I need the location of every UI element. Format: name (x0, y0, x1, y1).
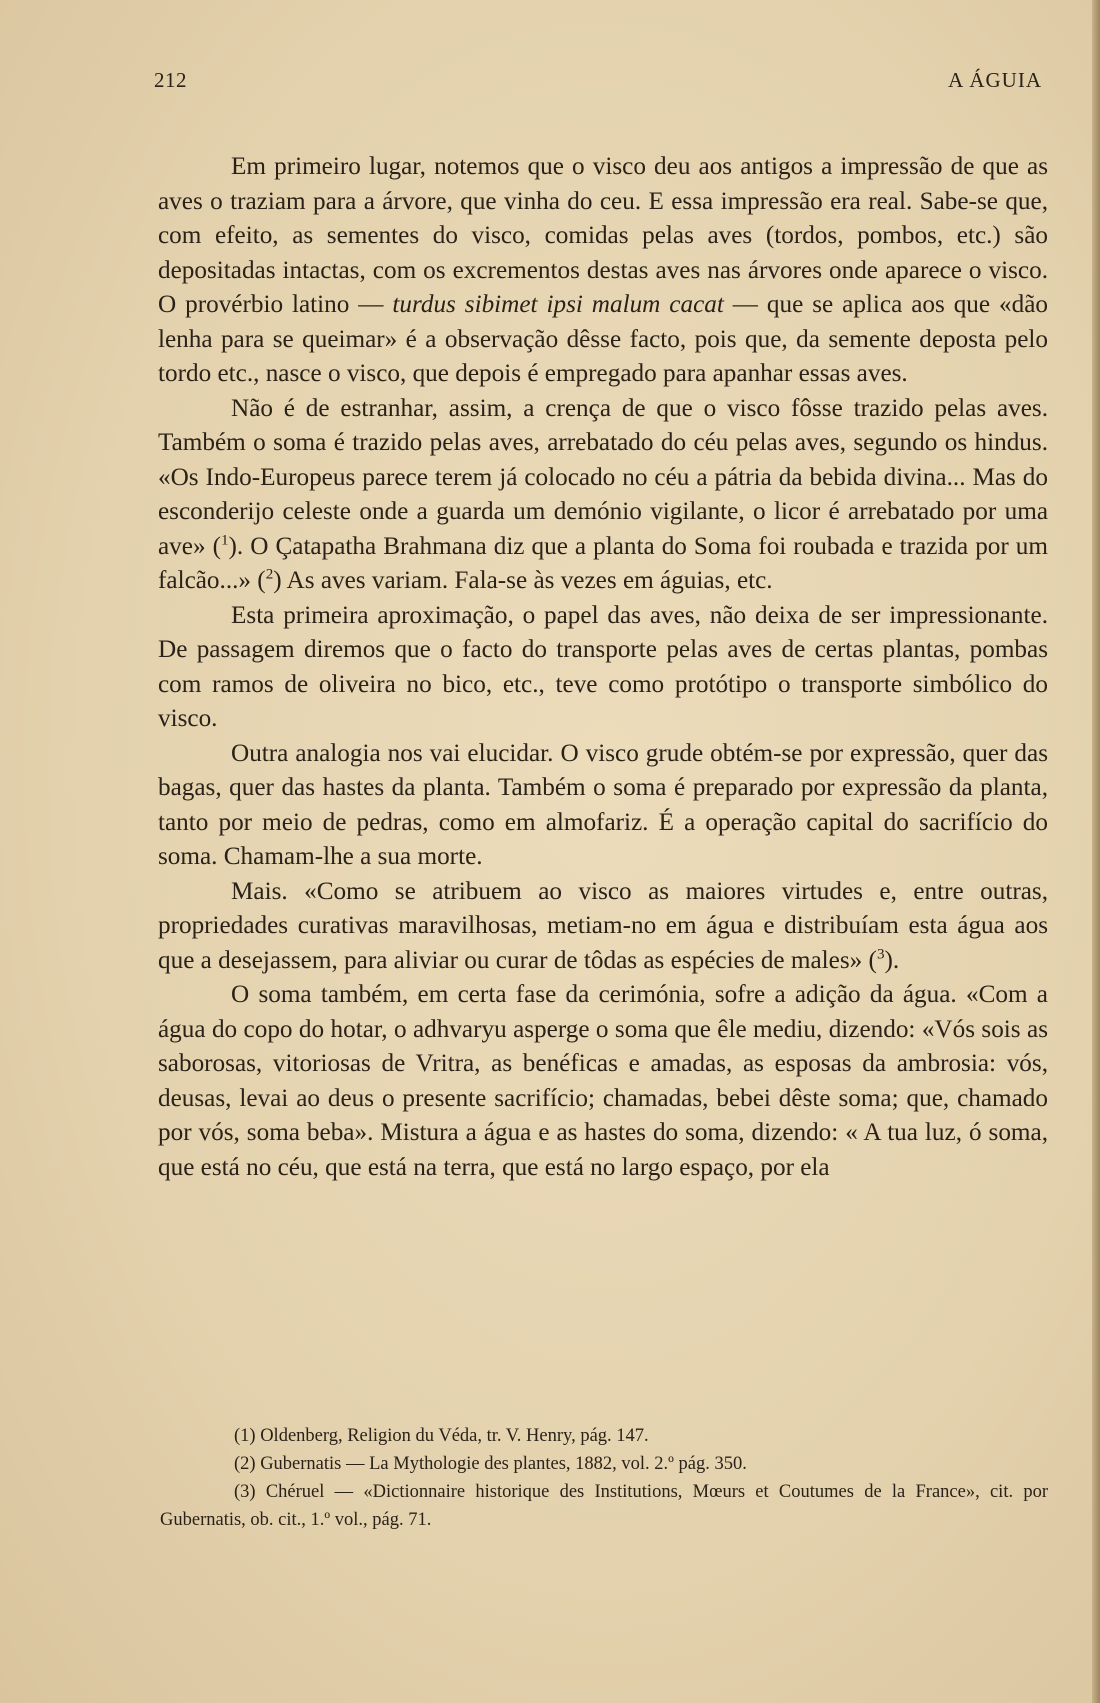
footnote: (3) Chéruel — «Dictionnaire historique des Institutions, Mœurs et Coutumes de la France», cit. por Gubernatis, ob. cit., 1.º vol., pág. 71. (160, 1482, 1048, 1530)
paragraph (158, 150, 1048, 392)
running-title: A ÁGUIA (948, 68, 1042, 92)
paragraph-text: Mais. «Como se atribuem ao visco as maiores virtudes e, entre outras, propriedades curativas maravilhosas, metiam-no em água e distribuíam esta água aos que a desejassem, para aliviar ou curar de tôdas as espécies de males» ( (158, 877, 1048, 974)
body-text (158, 150, 1048, 1185)
paragraph-text: Não é de estranhar, assim, a crença de que o visco fôsse trazido pelas aves. Também o soma é trazido pelas aves, arrebatado do céu pelas aves, segundo os hindus. «Os Indo-Europeus parece terem já colocado no céu a pátria da bebida divina... Mas do esconderijo celeste onde a guarda um demónio vigilante, o licor é arrebatado por uma ave» ( (158, 394, 1048, 560)
page-edge (1092, 0, 1100, 1703)
latin-proverb: turdus sibimet ipsi malum cacat (392, 291, 724, 318)
footnotes (160, 1422, 1048, 1534)
paragraph (158, 392, 1048, 599)
footnote-ref: 3 (876, 946, 885, 963)
paragraph-text: ). O Çatapatha Brahmana diz que a planta do Soma foi roubada e trazida por um falcão...» ( (158, 532, 1048, 594)
paragraph: Outra analogia nos vai elucidar. O visco grude obtém-se por expressão, quer das bagas, quer das hastes da planta. Também o soma é preparado por expressão da planta, tanto por meio de pedras, como em almofariz. É a operação capital do sacrifício do soma. Chamam-lhe a sua morte. (158, 739, 1048, 870)
footnote-ref: 2 (265, 566, 274, 583)
paragraph-text: ) As aves variam. Fala-se às vezes em águias, etc. (273, 567, 773, 594)
footnote: (1) Oldenberg, Religion du Véda, tr. V. Henry, pág. 147. (234, 1426, 649, 1446)
paragraph (158, 875, 1048, 979)
paragraph-text: Em primeiro lugar, notemos que o visco deu aos antigos a impressão de que as aves o traziam para a árvore, que vinha do ceu. E essa impressão era real. Sabe-se que, com efeito, as sementes do visco, comidas pelas aves (tordos, pombos, etc.) são depositadas intactas, com os excrementos destas aves nas árvores onde aparece o visco. O provérbio latino — (158, 153, 1048, 318)
page-number: 212 (154, 68, 187, 92)
paragraph-text: — que se aplica aos que «dão lenha para se queimar» é a observação dêsse facto, pois que, da semente deposta pelo tordo etc., nasce o visco, que depois é empregado para apanhar essas aves. (158, 291, 1048, 387)
paragraph-text: ). (884, 946, 900, 974)
paragraph: Esta primeira aproximação, o papel das aves, não deixa de ser impressionante. De passagem diremos que o facto do transporte pelas aves de certas plantas, pombas com ramos de oliveira no bico, etc., teve como protótipo o transporte simbólico do visco. (158, 601, 1048, 732)
paragraph: O soma também, em certa fase da cerimónia, sofre a adição da água. «Com a água do copo do hotar, o adhvaryu asperge o soma que êle mediu, dizendo: «Vós sois as saborosas, vitoriosas de Vritra, as benéficas e amadas, as esposas da ambrosia: vós, deusas, levai ao deus o presente sacrifício; chamadas, bebei dêste soma; que, chamado por vós, soma beba». Mistura a água e as hastes do soma, dizendo: « A tua luz, ó soma, que está no céu, que está na terra, que está no largo espaço, por ela (158, 981, 1048, 1181)
footnote-ref: 1 (220, 532, 229, 549)
footnote: (2) Gubernatis — La Mythologie des plantes, 1882, vol. 2.º pág. 350. (234, 1454, 747, 1474)
